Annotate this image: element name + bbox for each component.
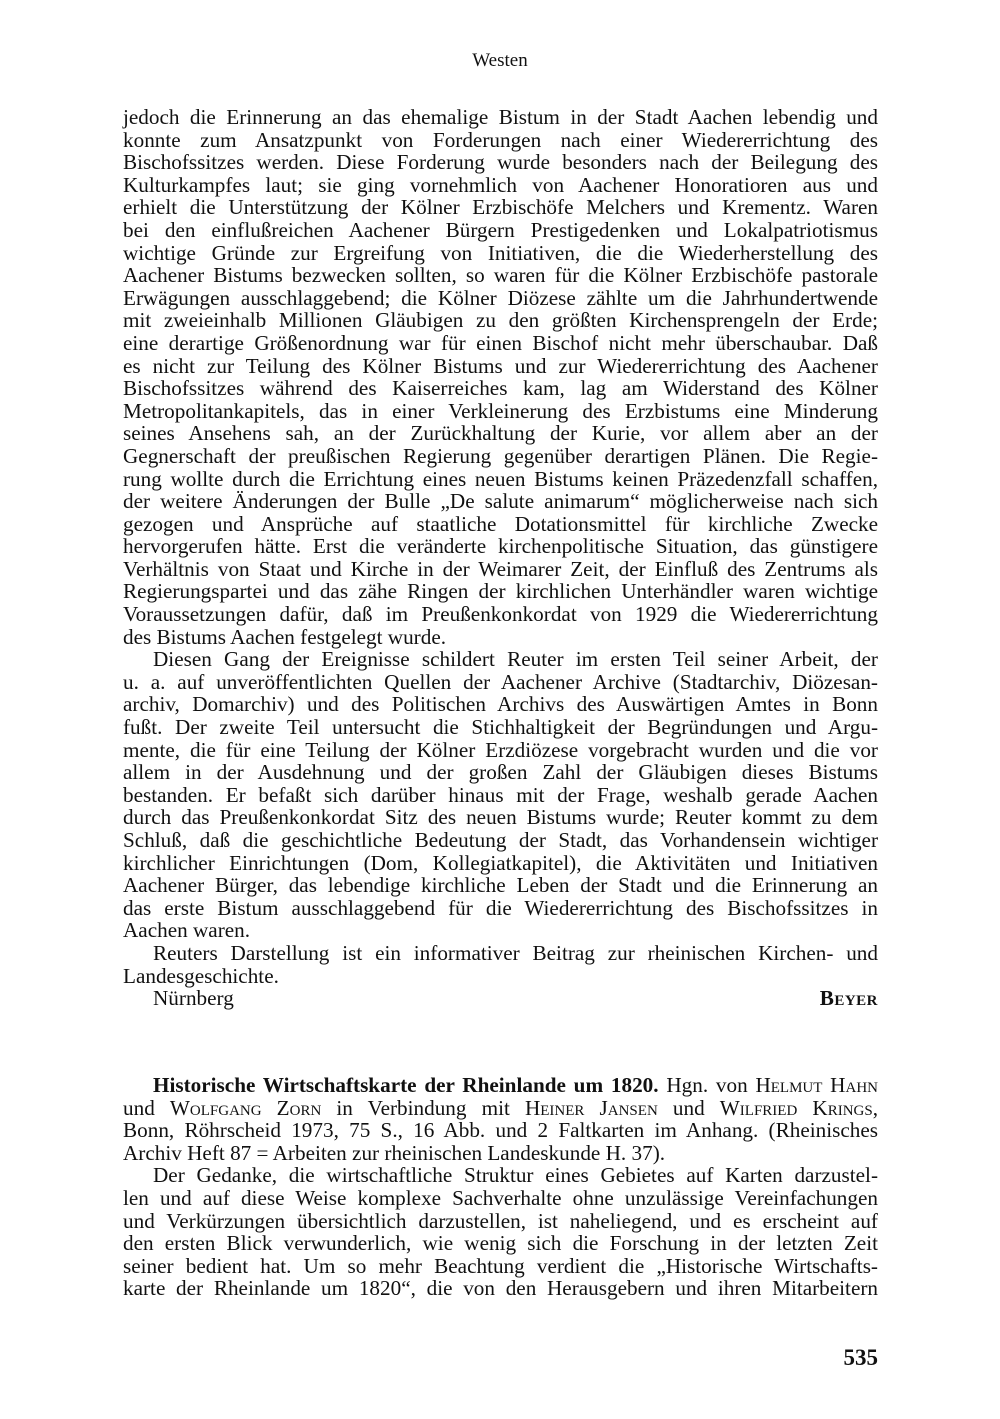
text-line: das erste Bistum ausschlaggebend für die Wiedererrichtung des Bischofssitzes in [123, 895, 878, 920]
text-line: rung wollte durch die Errichtung eines neuen Bistums keinen Präzedenzfall schaffen, [123, 466, 878, 491]
text-line: erhielt die Unterstützung der Kölner Erzbischöfe Melchers und Krementz. Waren [123, 195, 878, 220]
text-line: eine derartige Größenordnung war für einen Bischof nicht mehr überschaubar. Daß [123, 330, 878, 355]
citation-text: Hgn. von [658, 1073, 756, 1097]
text-line: archiv, Domarchiv) und des Politischen Archivs des Auswärtigen Amtes in Bonn [123, 692, 878, 717]
bibliographic-citation [123, 1074, 878, 1164]
text-line: und Verkürzungen übersichtlich darzustellen, ist naheliegend, und es erscheint auf [123, 1208, 878, 1233]
text-line: Diesen Gang der Ereignisse schildert Reuter im ersten Teil seiner Arbeit, der [153, 647, 878, 672]
text-line: Aachener Bürger, das lebendige kirchliche Leben der Stadt und die Erinnerung an [123, 873, 878, 898]
text-line: konnte zum Ansatzpunkt von Forderungen nach einer Wiedererrichtung des [123, 127, 878, 152]
editor-name: Wolfgang Zorn [169, 1095, 322, 1120]
citation-text: und [123, 1095, 170, 1120]
text-line: bei den einflußreichen Aachener Bürgern Prestigedenken und Lokalpatriotismus [123, 217, 878, 242]
text-line: Regierungspartei und das zähe Ringen der kirchlichen Unterhändler waren wichtige [123, 579, 878, 604]
citation-text: in Verbindung mit [321, 1095, 525, 1120]
citation-text: und [657, 1095, 720, 1120]
review2-paragraph-1 [123, 1164, 878, 1300]
editor-name: Helmut Hahn [755, 1073, 878, 1097]
text-line: karte der Rheinlande um 1820“, die von den Herausgebern und ihren Mitarbeitern [123, 1276, 878, 1301]
text-line: allem in der Ausdehnung und der großen Zahl der Gläubigen dieses Bistums [123, 760, 878, 785]
text-line: Voraussetzungen dafür, daß im Preußenkonkordat von 1929 die Wiedererrichtung [123, 602, 878, 627]
text-line: Kulturkampfes laut; sie ging vornehmlich von Aachener Honoratioren aus und [123, 172, 878, 197]
text-line: Bischofssitzes werden. Diese Forderung wurde besonders nach der Beilegung des [123, 150, 878, 175]
text-line: des Bistums Aachen festgelegt wurde. [123, 624, 447, 649]
text-line: Schluß, daß die geschichtliche Bedeutung der Stadt, das Vorhandensein wichtiger [123, 828, 878, 852]
text-line: fußt. Der zweite Teil untersucht die Stichhaltigkeit der Begründungen und Argu- [123, 715, 878, 740]
text-line: den ersten Blick verwunderlich, wie wenig sich die Forschung in der letzten Zeit [123, 1231, 878, 1256]
review1-paragraph-2 [123, 648, 878, 942]
review1-paragraph-1 [123, 106, 878, 648]
text-line: Erwägungen ausschlaggebend; die Kölner Diözese zählte um die Jahrhundertwende [123, 285, 878, 310]
text-line: Bischofssitzes während des Kaiserreiches kam, lag am Widerstand des Kölner [123, 376, 878, 401]
review1-paragraph-3 [123, 942, 878, 987]
text-line: Aachener Bistums bezwecken sollten, so waren für die Kölner Erzbischöfe pastorale [123, 263, 878, 288]
text-line: Bonn, Röhrscheid 1973, 75 S., 16 Abb. und 2 Faltkarten im Anhang. (Rheinisches [123, 1118, 878, 1143]
running-head: Westen [472, 50, 528, 71]
text-line [123, 1097, 878, 1120]
text-line: Gegnerschaft der preußischen Regierung gegenüber derartigen Plänen. Die Regie- [123, 443, 878, 468]
text-line: len und auf diese Weise komplexe Sachverhalte ohne unzulässige Vereinfachungen [123, 1185, 878, 1210]
book-title: Historische Wirtschaftskarte der Rheinlande um 1820. [153, 1073, 659, 1097]
text-line [123, 1074, 878, 1097]
text-line: Reuters Darstellung ist ein informativer Beitrag zur rheinischen Kirchen- und [153, 940, 878, 965]
text-line: gezogen und Ansprüche auf staatliche Dotationsmittel für kirchliche Zwecke [123, 511, 878, 536]
reviewer-name: Beyer [819, 986, 878, 1011]
text-line: Landesgeschichte. [123, 963, 279, 988]
editor-name: Heiner Jansen [524, 1095, 658, 1120]
text-line: Aachen waren. [123, 918, 251, 943]
text-line: Der Gedanke, die wirtschaftliche Struktur eines Gebietes auf Karten darzustel- [153, 1163, 878, 1188]
review-beyer [123, 106, 878, 1010]
review-wirtschaftskarte [123, 1074, 878, 1300]
editor-name: Wilfried Krings [719, 1095, 873, 1120]
text-line: durch das Preußenkonkordat Sitz des neuen Bistums wurde; Reuter kommt zu dem [123, 805, 878, 830]
review-signature [123, 987, 878, 1010]
text-line: der weitere Änderungen der Bulle „De salute animarum“ möglicherweise nach sich [123, 489, 878, 514]
text-line: seiner bedient hat. Um so mehr Beachtung verdient die „Historische Wirtschafts- [123, 1253, 878, 1278]
reviewer-place: Nürnberg [153, 986, 234, 1011]
text-line: mente, die für eine Teilung der Kölner Erzdiözese vorgebracht wurden und die vor [123, 737, 878, 762]
text-line: seines Ansehens sah, an der Zurückhaltung der Kurie, vor allem aber an der [123, 421, 878, 446]
text-line: jedoch die Erinnerung an das ehemalige Bistum in der Stadt Aachen lebendig und [123, 105, 878, 129]
text-line: u. a. auf unveröffentlichten Quellen der Aachener Archive (Stadtarchiv, Diözesan- [123, 669, 878, 694]
text-line: Verhältnis von Staat und Kirche in der Weimarer Zeit, der Einfluß des Zentrums als [123, 556, 878, 581]
text-line: bestanden. Er befaßt sich darüber hinaus mit der Frage, weshalb gerade Aachen [123, 782, 878, 807]
page-number: 535 [843, 1345, 878, 1370]
text-line: kirchlicher Einrichtungen (Dom, Kollegiatkapitel), die Aktivitäten und Initiativen [123, 850, 878, 875]
text-line: mit zweieinhalb Millionen Gläubigen zu den größten Kirchensprengeln der Erde; [123, 308, 878, 333]
citation-text: , [872, 1095, 879, 1120]
text-line: wichtige Gründe zur Ergreifung von Initiativen, die die Wiederherstellung des [123, 240, 878, 265]
text-line: es nicht zur Teilung des Kölner Bistums und zur Wiedererrichtung des Aachener [123, 353, 878, 378]
text-line: Archiv Heft 87 = Arbeiten zur rheinischen Landeskunde H. 37). [123, 1140, 666, 1165]
text-line: hervorgerufen hätte. Erst die veränderte kirchenpolitische Situation, das günstigere [123, 534, 878, 559]
text-line: Metropolitankapitels, das in einer Verkleinerung des Erzbistums eine Minderung [123, 398, 878, 423]
